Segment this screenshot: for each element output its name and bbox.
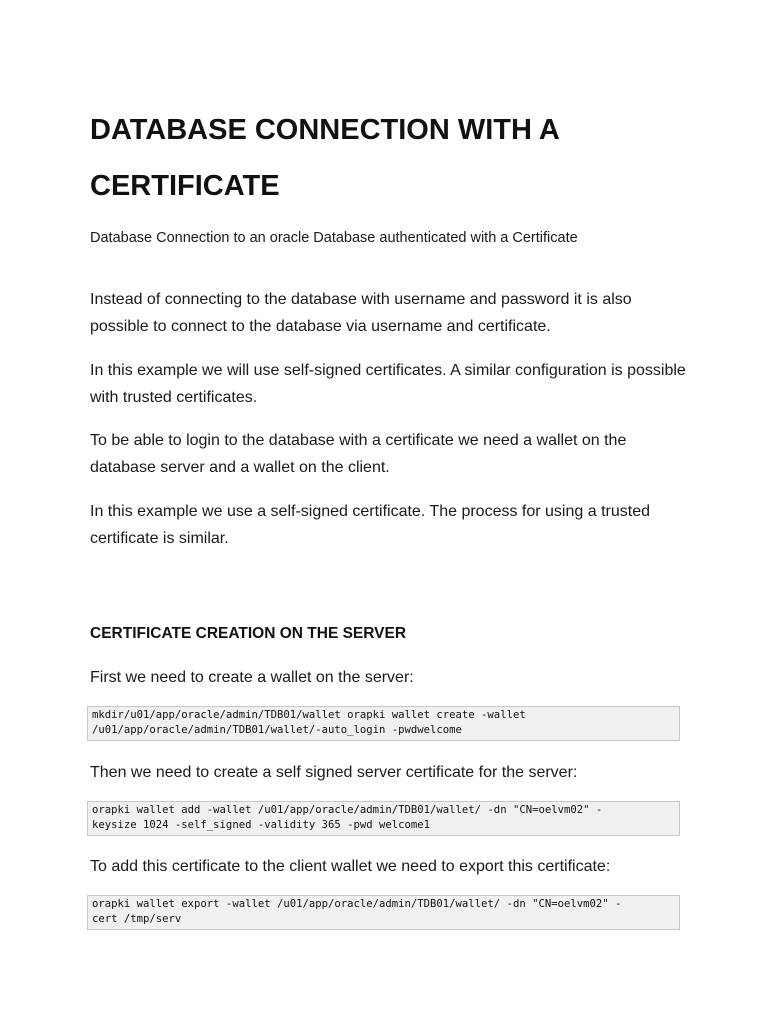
process-paragraph: In this example we use a self-signed certificate. The process for using a trusted certificate is similar. [90,503,650,547]
self-signed-paragraph: In this example we will use self-signed certificates. A similar configuration is possible with trusted certificates. [90,362,686,406]
step-1-code-block: mkdir/u01/app/oracle/admin/TDB01/wallet orapki wallet create -wallet /u01/app/oracle/admin/TDB01/wallet/-auto_login -pwdwelcome [87,706,680,741]
step-3-code-block: orapki wallet export -wallet /u01/app/oracle/admin/TDB01/wallet/ -dn "CN=oelvm02" - cert /tmp/serv [87,895,680,930]
document-subtitle: Database Connection to an oracle Database authenticated with a Certificate [90,230,578,246]
step-2-code-block: orapki wallet add -wallet /u01/app/oracle/admin/TDB01/wallet/ -dn "CN=oelvm02" - keysize 1024 -self_signed -validity 365 -pwd welcome1 [87,801,680,836]
step-2-text: Then we need to create a self signed server certificate for the server: [90,764,578,781]
wallet-paragraph: To be able to login to the database with a certificate we need a wallet on the database server and a wallet on the client. [90,432,627,476]
step-1-text: First we need to create a wallet on the server: [90,669,414,686]
section-heading: CERTIFICATE CREATION ON THE SERVER [90,625,407,642]
document-title: DATABASE CONNECTION WITH A CERTIFICATE [90,114,559,202]
intro-paragraph: Instead of connecting to the database with username and password it is also possible to connect to the database via username and certificate. [90,291,632,335]
step-3-text: To add this certificate to the client wallet we need to export this certificate: [90,858,611,875]
